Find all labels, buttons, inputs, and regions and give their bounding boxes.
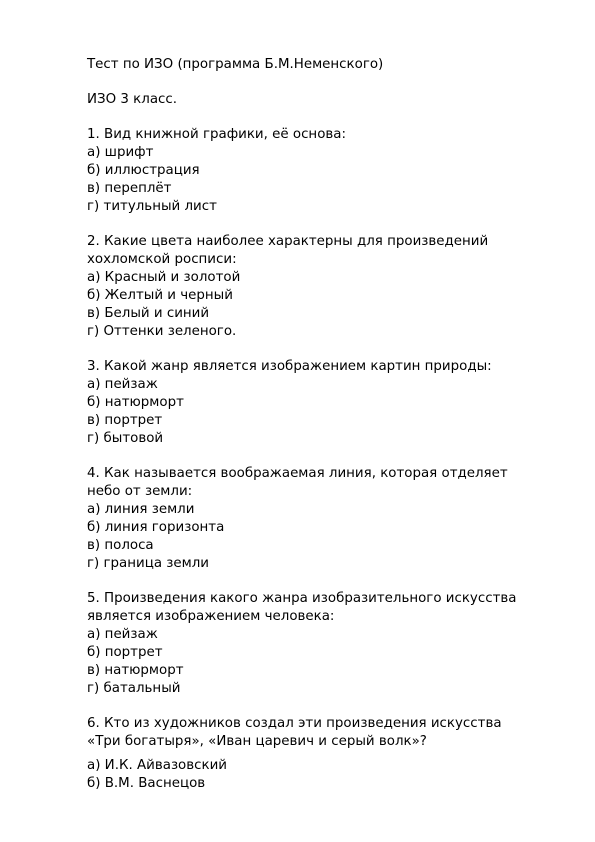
question-3 [87,358,547,448]
answer-option: г) Оттенки зеленого. [87,324,237,339]
question-5 [87,590,547,698]
question-2 [87,233,547,341]
answer-option: в) портрет [87,413,163,428]
answer-option: г) батальный [87,681,181,696]
answer-option: б) В.М. Васнецов [87,776,206,791]
question-text: 5. Произведения какого жанра изобразительного искусства [87,591,517,606]
question-text-continued: хохломской росписи: [87,252,237,267]
answer-option: в) переплёт [87,181,172,196]
answer-option: б) иллюстрация [87,163,200,178]
answer-option: а) Красный и золотой [87,270,241,285]
answer-option: а) пейзаж [87,627,158,642]
answer-option: а) пейзаж [87,377,158,392]
answer-option: а) И.К. Айвазовский [87,758,228,773]
document-header [87,56,547,109]
question-text: 6. Кто из художников создал эти произведения искусства [87,716,502,731]
question-text-continued: «Три богатыря», «Иван царевич и серый волк»? [87,734,427,749]
question-text: 4. Как называется воображаемая линия, которая отделяет [87,466,508,481]
question-text-continued: небо от земли: [87,484,193,499]
answer-option: г) бытовой [87,431,164,446]
answer-option: в) натюрморт [87,663,184,678]
answer-option: в) полоса [87,538,154,553]
question-text: 2. Какие цвета наиболее характерны для произведений [87,234,489,249]
document-page [87,56,547,810]
answer-option: а) линия земли [87,502,195,517]
answer-option: б) натюрморт [87,395,184,410]
question-text: 3. Какой жанр является изображением картин природы: [87,359,492,374]
answer-option: б) линия горизонта [87,520,225,535]
question-1 [87,126,547,216]
question-6 [87,715,547,793]
question-text: 1. Вид книжной графики, её основа: [87,127,346,142]
answer-option: б) портрет [87,645,163,660]
answer-option: а) шрифт [87,145,154,160]
question-4 [87,465,547,573]
answer-option: г) титульный лист [87,199,217,214]
answer-option: г) граница земли [87,556,210,571]
document-title: Тест по ИЗО (программа Б.М.Неменского) [87,57,384,72]
grade-label: ИЗО 3 класс. [87,92,178,107]
answer-option: б) Желтый и черный [87,288,233,303]
answer-option: в) Белый и синий [87,306,210,321]
question-text-continued: является изображением человека: [87,609,335,624]
